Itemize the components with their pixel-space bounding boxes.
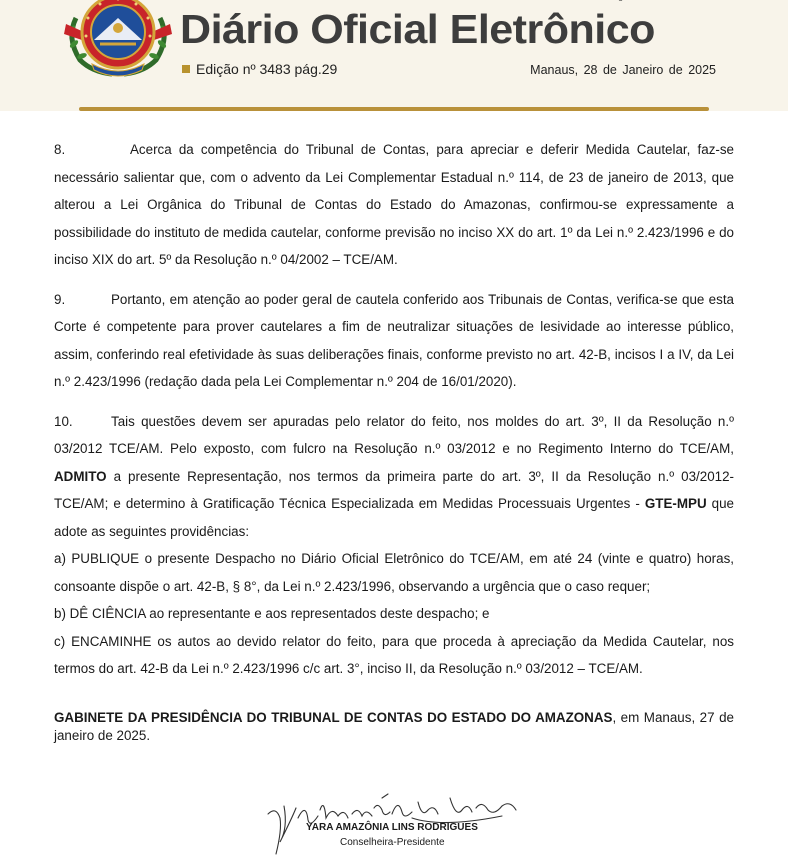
document-body xyxy=(54,136,734,683)
signer-name: YARA AMAZÔNIA LINS RODRIGUES xyxy=(306,822,478,833)
paragraph-text: que adote as seguintes providências: xyxy=(54,496,735,539)
paragraph-9 xyxy=(54,286,734,396)
closing-office: GABINETE DA PRESIDÊNCIA DO TRIBUNAL DE CONTAS DO ESTADO DO AMAZONAS xyxy=(54,710,613,725)
paragraph-text: Tais questões devem ser apuradas pelo relator do feito, nos moldes do art. 3º, II da Resolução n.º 03/2012 TCE/AM. Pelo exposto, com fulcro na Resolução n.º 03/2012 e no Regimento Interno do TCE/AM, xyxy=(54,413,734,456)
gte-mpu-emphasis: GTE-MPU xyxy=(644,496,707,511)
paragraph-text: Portanto, em atenção ao poder geral de cautela conferido aos Tribunais de Contas, verifica-se que esta Corte é competente para prover cautelares a fim de neutralizar situações de lesividade ao interesse público, assim, conferindo real efetividade às suas deliberações finais, conforme previsto no art. 42-B, incisos I a IV, da Lei n.º 2.423/1996 (redação dada pela Lei Complementar n.º 204 de 16/01/2020). xyxy=(54,291,734,389)
paragraph-number: 10. xyxy=(54,413,73,429)
paragraph-number: 8. xyxy=(54,142,66,157)
paragraph-number: 9. xyxy=(54,291,66,307)
closing-place-date: , em Manaus, 27 de janeiro de 2025. xyxy=(54,710,734,743)
paragraph-text: a presente Representação, nos termos da primeira parte do art. 3º, II da Resolução n.º 03/2012-TCE/AM; e determino à Gratificação Técnica Especializada em Medidas Processuais Urgentes - xyxy=(54,468,734,511)
newspaper-title: Diário Oficial Eletrônico xyxy=(180,6,655,52)
header-divider xyxy=(79,107,709,111)
list-item-a: a) PUBLIQUE o presente Despacho no Diário Oficial Eletrônico do TCE/AM, em até 24 (vinte e quatro) horas, consoante dispõe o art. 42-B, § 8°, da Lei n.º 2.423/1996, observando a urgência que o caso requer; xyxy=(54,551,734,594)
edition-info xyxy=(182,61,337,77)
edition-label: Edição nº 3483 pág.29 xyxy=(196,61,338,77)
state-coat-of-arms-icon xyxy=(62,0,174,80)
header-top-line xyxy=(180,0,644,1)
admito-emphasis: ADMITO xyxy=(54,468,107,484)
publication-date: Manaus, 28 de Janeiro de 2025 xyxy=(530,63,716,77)
signer-role: Conselheira-Presidente xyxy=(340,837,445,848)
list-item-c: c) ENCAMINHE os autos ao devido relator do feito, para que proceda à apreciação da Medida Cautelar, nos termos do art. 42-B da Lei n.º 2.423/1996 c/c art. 3°, inciso II, da Resolução n.º 03/2012 – TCE/AM. xyxy=(54,633,734,676)
paragraph-text: Acerca da competência do Tribunal de Contas, para apreciar e deferir Medida Cautelar, faz-se necessário salientar que, com o advento da Lei Complementar Estadual n.º 114, de 23 de janeiro de 2013, que alterou a Lei Orgânica do Tribunal de Contas do Estado do Amazonas, confirmou-se expressamente a possibilidade do instituto de medida cautelar, conforme previsão no inciso XX do art. 1º da Lei n.º 2.423/1996 e do inciso XIX do art. 5º da Resolução n.º 04/2002 – TCE/AM. xyxy=(54,142,734,267)
paragraph-10 xyxy=(54,408,734,546)
list-item-b: b) DÊ CIÊNCIA ao representante e aos representados deste despacho; e xyxy=(54,606,490,621)
page-header xyxy=(0,0,788,111)
paragraph-8 xyxy=(54,136,734,274)
bullet-square-icon xyxy=(182,65,190,73)
closing-statement xyxy=(54,709,734,745)
